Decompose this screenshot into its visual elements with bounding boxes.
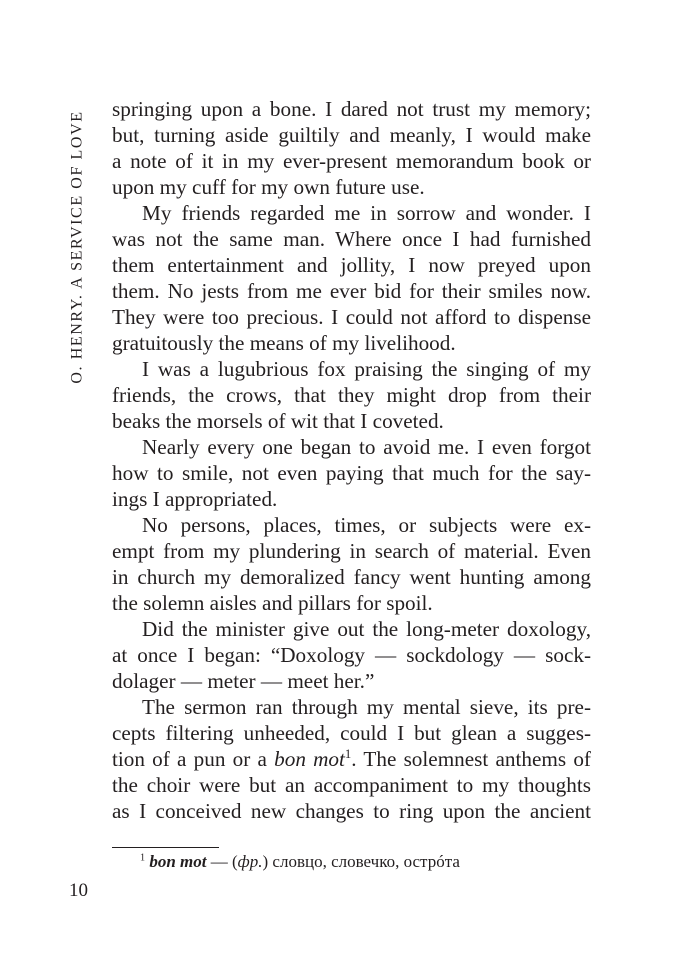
footnote xyxy=(140,851,460,873)
text-line: empt from my plundering in search of material. Even xyxy=(112,539,591,563)
text-line: I was a lugubrious fox praising the singing of my xyxy=(142,357,591,381)
running-head-text: O. HENRY. A SERVICE OF LOVE xyxy=(69,110,86,384)
body-text xyxy=(112,96,591,824)
text-line: friends, the crows, that they might drop from their xyxy=(112,383,591,407)
text-line: them entertainment and jollity, I now preyed upon xyxy=(112,253,591,277)
text-line: but, turning aside guiltily and meanly, I would make xyxy=(112,123,591,147)
text-line: as I conceived new changes to ring upon the ancient xyxy=(112,799,591,823)
text-line: at once I began: “Doxology — sockdology — sock- xyxy=(112,643,591,667)
text-line: was not the same man. Where once I had furnished xyxy=(112,227,591,251)
text-line: Did the minister give out the long-meter doxology, xyxy=(142,617,591,641)
footnote-marker: 1 xyxy=(140,852,146,864)
text-line: them. No jests from me ever bid for their smiles now. xyxy=(112,279,591,303)
footnote-term: bon mot xyxy=(149,852,207,871)
footnote-definition: ) словцо, словечко, острóта xyxy=(262,852,460,871)
text-line: in church my demoralized fancy went hunting among xyxy=(112,565,591,589)
text-line: My friends regarded me in sorrow and wonder. I xyxy=(142,201,591,225)
text-line: a note of it in my ever-present memorandum book or xyxy=(112,149,591,173)
text-line: No persons, places, times, or subjects were ex- xyxy=(142,513,591,537)
text-line: cepts filtering unheeded, could I but glean a sugges- xyxy=(112,721,591,745)
text-line: Nearly every one began to avoid me. I even forgot xyxy=(142,435,591,459)
text-line: They were too precious. I could not afford to dispense xyxy=(112,305,591,329)
text-line: how to smile, not even paying that much for the say- xyxy=(112,461,591,485)
running-head xyxy=(58,97,98,397)
footnote-reference[interactable]: 1 xyxy=(344,746,352,761)
text-line: The sermon ran through my mental sieve, its pre- xyxy=(142,695,591,719)
italic-term: bon mot xyxy=(274,747,345,771)
text-line-with-footnote xyxy=(112,746,591,772)
footnote-divider xyxy=(112,847,219,848)
text-segment: . The solemnest anthems of xyxy=(351,747,591,771)
text-segment: tion of a pun or a xyxy=(112,747,275,771)
text-line: the choir were but an accompaniment to my thoughts xyxy=(112,773,591,797)
footnote-dash: — ( xyxy=(206,852,238,871)
text-line: dolager — meter — meet her.” xyxy=(112,669,375,693)
text-line: ings I appropriated. xyxy=(112,487,278,511)
text-line: gratuitously the means of my livelihood. xyxy=(112,331,456,355)
footnote-language: фр. xyxy=(237,852,263,871)
text-line: upon my cuff for my own future use. xyxy=(112,175,425,199)
page-number: 10 xyxy=(69,880,88,901)
text-line: the solemn aisles and pillars for spoil. xyxy=(112,591,433,615)
text-line: springing upon a bone. I dared not trust my memory; xyxy=(112,97,591,121)
text-line: beaks the morsels of wit that I coveted. xyxy=(112,409,444,433)
